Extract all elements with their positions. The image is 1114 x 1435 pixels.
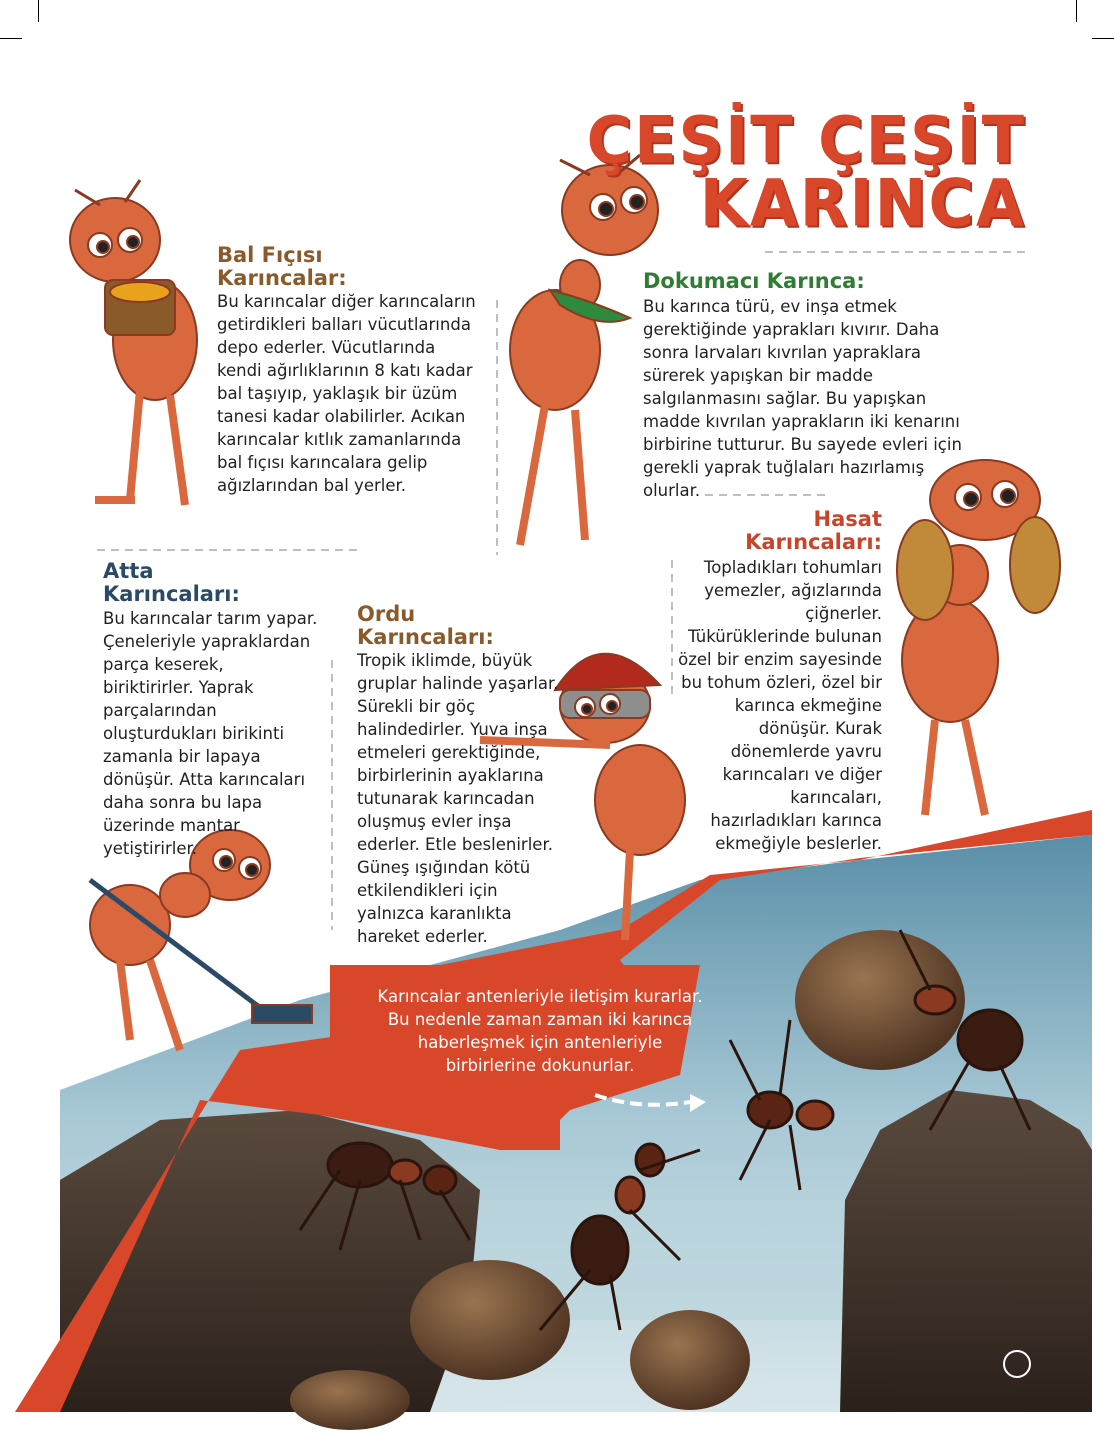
weaver-text: Bu karınca türü, ev inşa etmek gerektiğinde yaprakları kıvırır. Daha sonra larvaları kıvrılan yapraklara sürerek yapışkan bir madde salgılanmasını sağlar. Bu yapışkan madde kıvrılan yaprakların iki kenarını birbirine tutturur. Bu sayede evleri için gerekli yaprak tuğlaları hazırlamış olurlar. xyxy=(643,297,962,500)
army-text: Tropik iklimde, büyük gruplar halinde yaşarlar. Sürekli bir göç halindedirler. Yuva inşa etmeleri gerektiğinde, birbirlerinin ayaklarına tutunarak karıncadan oluşmuş evler inşa ederler. Etle beslenirler. Güneş ışığından kötü etkilendikleri için yalnızca karanlıkta hareket ederler. xyxy=(357,651,559,946)
harvester-ant-illustration xyxy=(897,460,1060,815)
ants-photo xyxy=(60,835,1092,1430)
honeypot-ant-illustration xyxy=(70,180,197,505)
atta-heading: Atta Karıncaları: xyxy=(103,559,240,606)
atta-ant-illustration xyxy=(90,830,312,1050)
callout-text: Karıncalar antenleriyle iletişim kurarlar. Bu nedenle zaman zaman iki karınca haberleşmek için antenleriyle birbirlerine dokunurlar. xyxy=(377,987,703,1075)
army-heading: Ordu Karıncaları: xyxy=(357,602,494,649)
page-title-line2: KARINCA xyxy=(699,164,1026,242)
harvester-text: Topladıkları tohumları yemezler, ağızlarında çiğnerler. Tükürüklerinde bulunan özel bir enzim sayesinde bu tohum özleri, özel bir karınca ekmeğine dönüşür. Kurak dönemlerde yavru karıncaları ve diğer karıncaları, hazırladıkları karınca ekmeğiyle beslerler. xyxy=(678,558,882,853)
honeypot-text: Bu karıncalar diğer karıncaların getirdikleri balları vücutlarında depo ederler. Vücutlarında kendi ağırlıklarının 8 katı kadar bal taşıyıp, yaklaşık bir üzüm tanesi kadar olabilirler. Acıkan karıncalar kıtlık zamanlarında bal fıçısı karıncalara gelip ağızlarından bal yerler. xyxy=(217,292,476,495)
page-title-line1: ÇEŞİT ÇEŞİT xyxy=(586,101,1026,179)
honeypot-heading: Bal Fıçısı Karıncalar: xyxy=(217,243,347,290)
harvester-heading: Hasat Karıncaları: xyxy=(745,507,882,554)
page-title xyxy=(586,101,1026,242)
page-number-circle xyxy=(1003,1350,1031,1378)
weaver-heading: Dokumacı Karınca: xyxy=(643,269,865,293)
atta-text: Bu karıncalar tarım yapar. Çeneleriyle yapraklardan parça keserek, biriktirirler. Yaprak parçalarından oluşturdukları birikinti zamanla bir lapaya dönüşür. Atta karıncaları daha sonra bu lapa üzerinde mantar yetiştirirler. xyxy=(103,609,318,858)
